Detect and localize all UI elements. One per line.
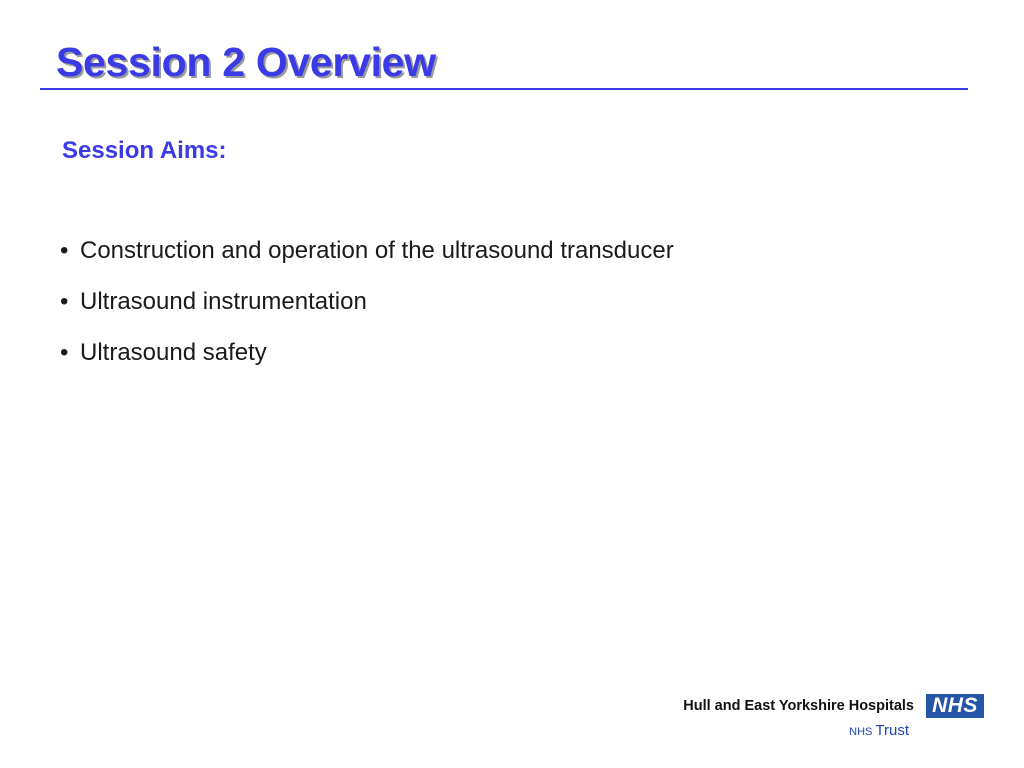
nhs-trust-label — [849, 721, 909, 742]
aims-list — [60, 236, 674, 389]
bullet-marker: • — [60, 288, 69, 315]
bullet-marker: • — [60, 237, 69, 264]
aims-list-item-text: Ultrasound safety — [80, 339, 267, 366]
title-underline — [40, 88, 968, 90]
nhs-logo-icon: NHS — [926, 694, 984, 718]
aims-list-item-text: Construction and operation of the ultrasound transducer — [80, 237, 674, 264]
aims-list-item-text: Ultrasound instrumentation — [80, 288, 367, 315]
organization-name: Hull and East Yorkshire Hospitals — [683, 698, 914, 714]
trust-text: Trust — [875, 722, 909, 739]
bullet-marker: • — [60, 339, 69, 366]
aims-list-item — [60, 287, 674, 338]
nhs-small-text: NHS — [849, 726, 873, 738]
aims-list-item — [60, 236, 674, 287]
slide-title: Session 2 Overview — [56, 39, 436, 85]
aims-list-item — [60, 338, 674, 389]
session-aims-heading: Session Aims: — [62, 137, 227, 164]
